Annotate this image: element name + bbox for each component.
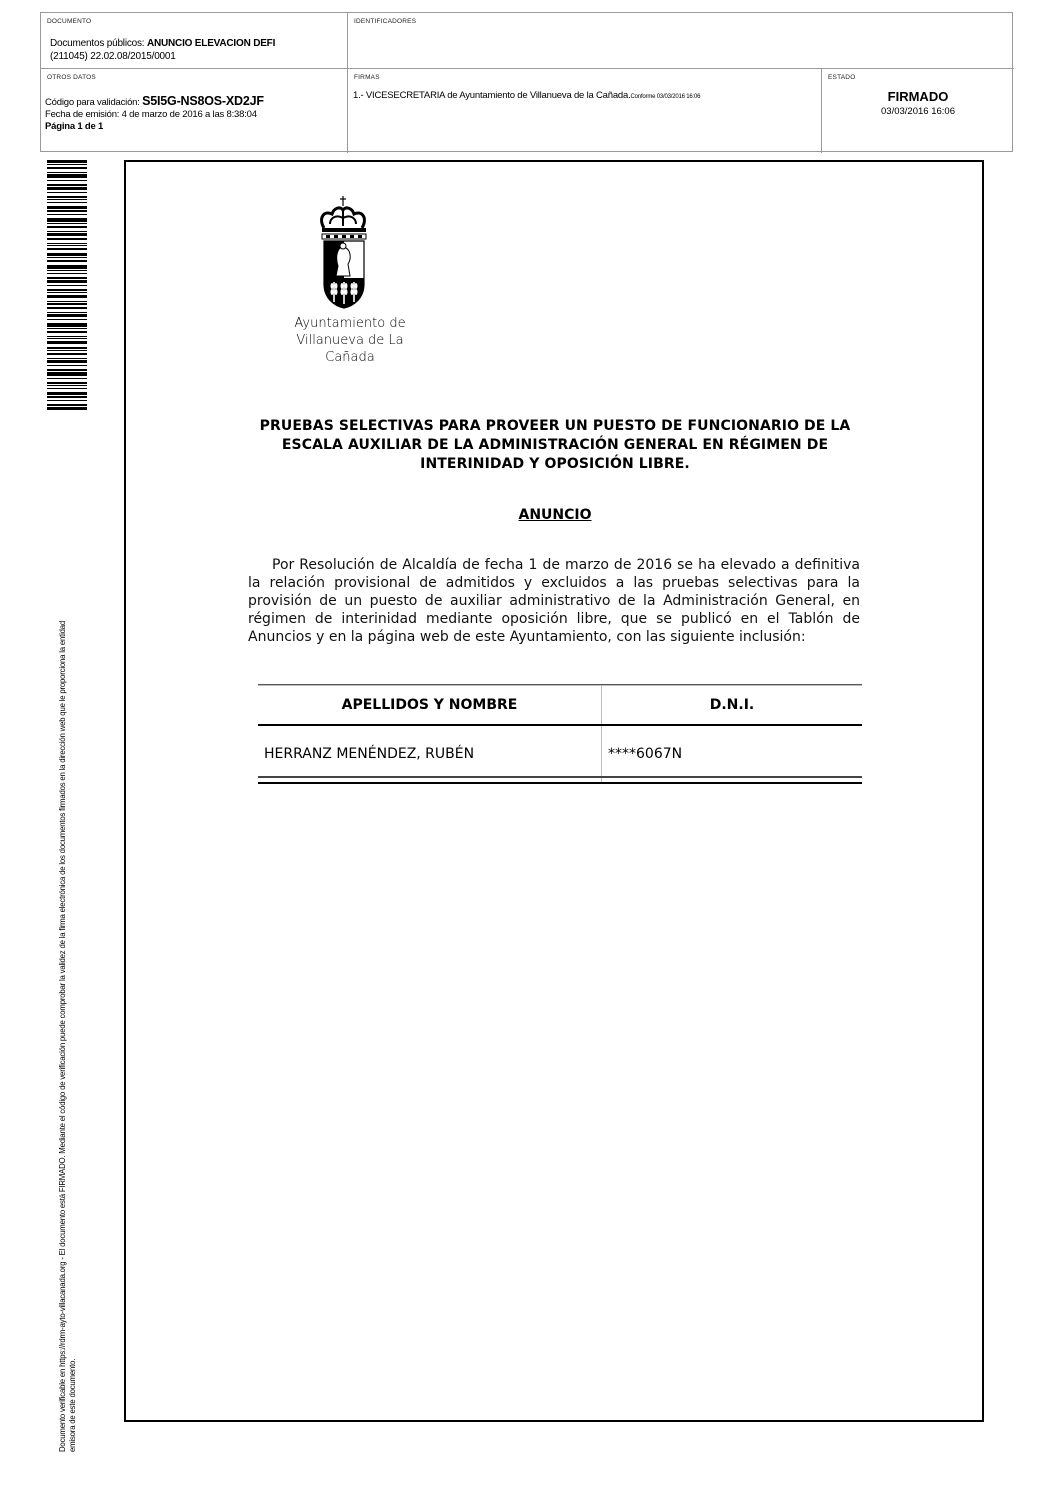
barcode-bar [47,295,87,298]
firmas-caption: FIRMAS [354,74,380,81]
barcode-bar [47,407,87,410]
barcode-bar [47,223,87,224]
documento-ref: (211045) 22.02.08/2015/0001 [50,51,176,62]
barcode-bar [47,331,87,333]
logo-line-1: Ayuntamiento de [294,316,406,331]
barcode-bar [47,323,87,327]
barcode-bar [47,210,87,212]
barcode-bar [47,273,87,274]
barcode-bar [47,257,87,258]
barcode-bar [47,312,87,313]
barcode-bar [47,199,87,200]
barcode-bar [47,400,87,401]
identificadores-cell [348,13,1014,69]
barcode-bar [47,388,87,389]
barcode [47,160,87,416]
firma-signer: 1.- VICESECRETARIA de Ayuntamiento de Villanueva de la Cañada. [353,90,631,101]
firma-line [353,90,700,101]
barcode-bar [47,160,87,163]
estado-cell [822,69,1014,153]
barcode-bar [47,338,87,339]
barcode-bar [47,289,87,291]
barcode-bar [47,307,87,309]
otros-datos-caption: OTROS DATOS [47,74,96,81]
inclusion-table [258,685,862,784]
documento-title: ANUNCIO ELEVACION DEFI [146,38,276,49]
barcode-bar [47,218,87,222]
barcode-bar [47,314,87,317]
barcode-bar [47,167,87,169]
barcode-bar [47,292,87,293]
logo-line-2: Villanueva de La Cañada [296,333,404,365]
barcode-bar [47,192,87,193]
side-text-line-2: emisora de este documento. [68,1358,77,1452]
barcode-bar [47,396,87,398]
barcode-bar [47,336,87,337]
cell-dni: ****6067N [602,725,863,783]
barcode-bar [47,233,87,236]
firmas-cell [348,69,822,153]
barcode-bar [47,365,87,366]
coat-of-arms-icon [310,194,400,312]
emission-date: Fecha de emisión: 4 de marzo de 2016 a las 8:38:04 [45,109,257,120]
identificadores-caption: IDENTIFICADORES [354,18,417,25]
barcode-bar [47,260,87,262]
documento-prefix: Documentos públicos: [50,38,147,49]
barcode-bar [47,226,87,228]
document-title: PRUEBAS SELECTIVAS PARA PROVEER UN PUESTO DE FUNCIONARIO DE LA ESCALA AUXILIAR DE LA ADMINISTRACIÓN GENERAL EN RÉGIMEN DE INTERINIDAD Y OPOSICIÓN LIBRE. [259,418,851,472]
otros-datos-lines [45,95,264,133]
documento-cell [41,13,348,69]
barcode-bar [47,164,87,165]
barcode-bar [47,358,87,359]
firma-conforme: Conforme 03/03/2016 16:06 [630,94,701,100]
barcode-bar [47,238,87,240]
barcode-bar [47,341,87,344]
barcode-bar [47,285,87,286]
barcode-bar [47,353,87,355]
barcode-bar [47,392,87,395]
estado-caption: ESTADO [828,74,856,81]
status-badge: FIRMADO [887,89,949,104]
column-header-name: APELLIDOS Y NOMBRE [258,686,602,726]
table-header-row [258,686,862,726]
otros-datos-cell [41,69,348,153]
barcode-bar [47,350,87,351]
page-frame [124,160,984,1422]
column-header-dni: D.N.I. [602,686,863,726]
documento-caption: DOCUMENTO [47,18,92,25]
document-header [40,12,1013,152]
barcode-bar [47,196,87,198]
barcode-bar [47,202,87,203]
barcode-bar [47,206,87,209]
validation-code-label: Código para validación: [45,97,143,108]
barcode-bar [47,301,87,302]
table-bottom-rule [258,776,862,778]
cell-name: HERRANZ MENÉNDEZ, RUBÉN [258,725,602,783]
barcode-bar [47,245,87,246]
barcode-bar [47,253,87,256]
barcode-bar [47,265,87,269]
logo-caption [270,315,430,366]
barcode-bar [47,372,87,376]
barcode-bar [47,214,87,215]
barcode-bar [47,347,87,349]
barcode-bar [47,174,87,178]
barcode-bar [47,360,87,363]
document-body: Por Resolución de Alcaldía de fecha 1 de marzo de 2016 se ha elevado a definitiva la relación provisional de admitidos y excluidos a las pruebas selectivas para la provisión de un puesto de auxiliar administrativo de la Administración General, en régimen de interinidad mediante oposición libre, que se publicó en el Tablón de Anuncios y en la página web de este Ayuntamiento, con las siguiente inclusión: [248,557,860,645]
barcode-bar [47,385,87,386]
validation-code: S5I5G-NS8OS-XD2JF [142,94,264,108]
barcode-bar [47,180,87,181]
barcode-bar [47,231,87,232]
barcode-bar [47,243,87,244]
table-row [258,725,862,783]
document-heading: ANUNCIO [518,507,592,523]
verification-side-text [58,432,78,1452]
status-date: 03/03/2016 16:06 [881,106,955,117]
barcode-bar [47,248,87,250]
barcode-bar [47,378,87,379]
barcode-bar [47,319,87,320]
barcode-bar [47,303,87,305]
barcode-bar [47,382,87,384]
barcode-bar [47,277,87,279]
barcode-bar [47,184,87,186]
page-count: Página 1 de 1 [45,121,104,132]
barcode-bar [47,172,87,173]
side-text-line-1: Documento verificable en https://rdrm-ayto-villacanada.org - El documento está FIRMADO. Mediante el código de verificación puede comprobar la validez de la firma electrónica de los documentos firmados en la dirección web que le proporciona la entidad [58,620,67,1452]
documento-description [50,37,275,63]
barcode-bar [47,187,87,190]
barcode-bar [47,280,87,283]
barcode-bar [47,369,87,371]
barcode-bar [47,270,87,271]
barcode-bar [47,404,87,406]
barcode-bar [47,328,87,329]
